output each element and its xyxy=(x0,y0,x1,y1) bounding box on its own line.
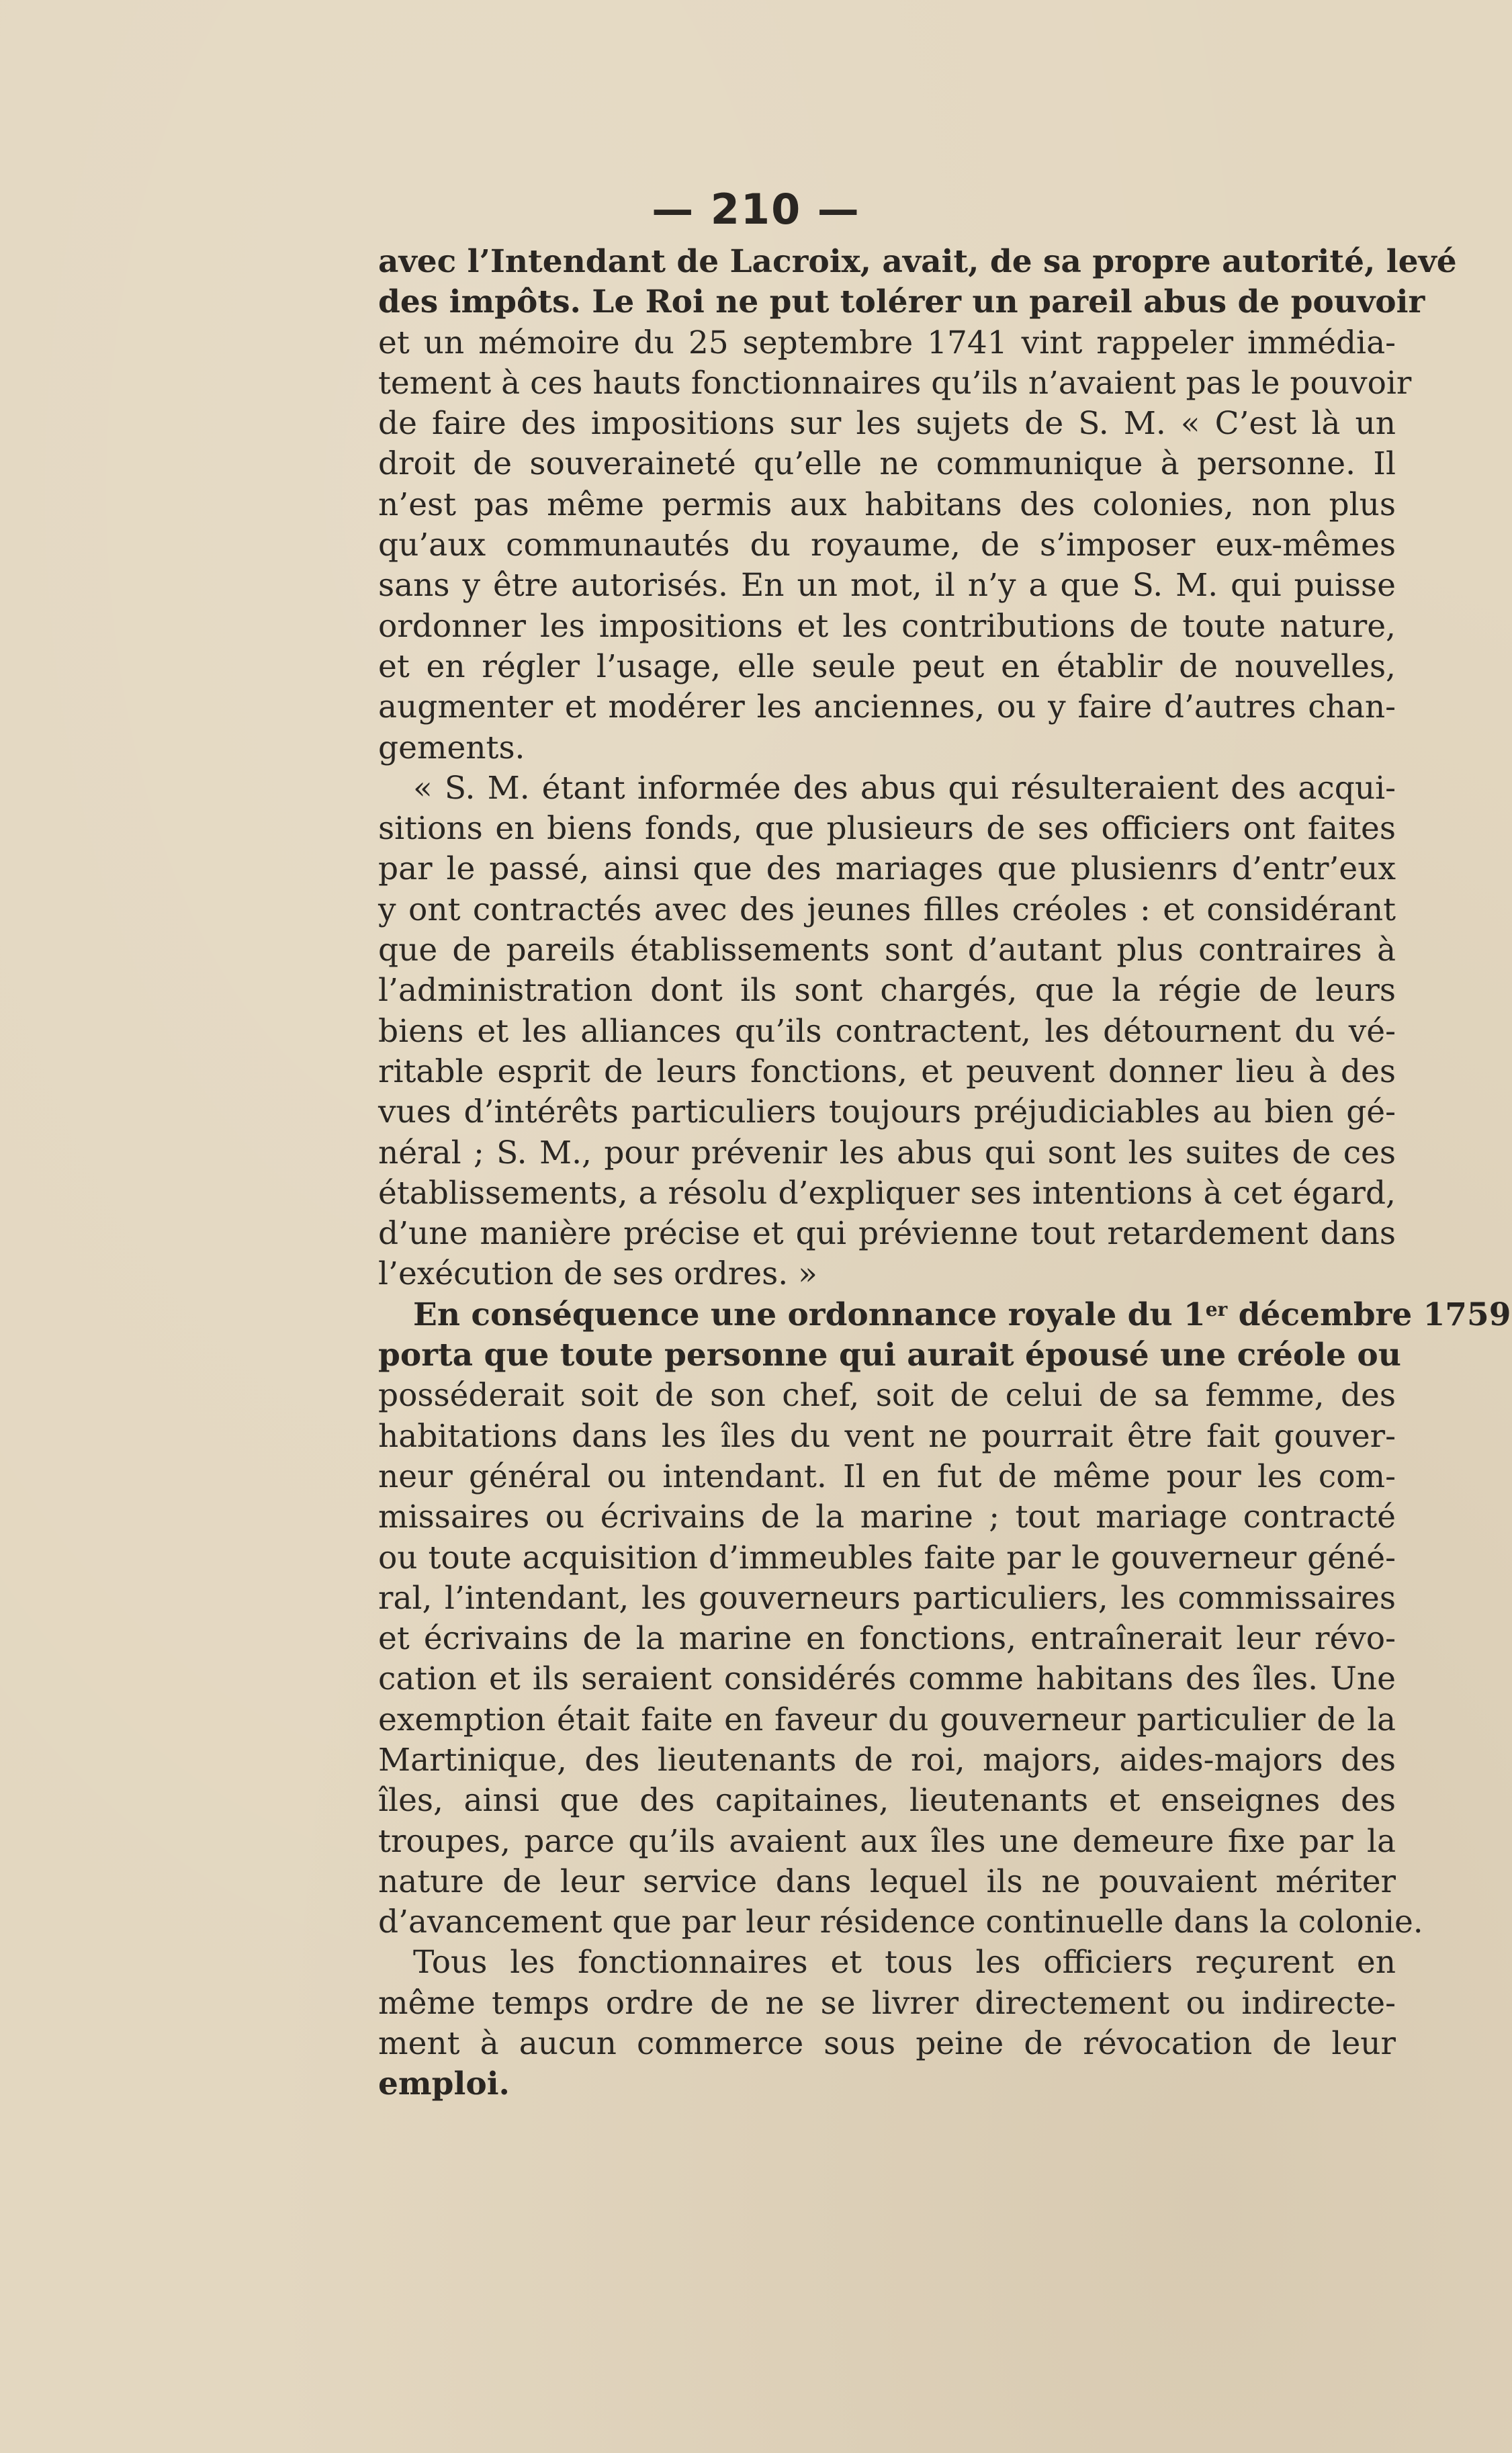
text-line: et en régler l’usage, elle seule peut en établir de nouvelles, xyxy=(378,648,1396,685)
text-line: sans y être autorisés. En un mot, il n’y a que S. M. qui puisse xyxy=(378,567,1396,605)
text-line: même temps ordre de ne se livrer directement ou indirecte- xyxy=(378,1984,1396,2022)
text-line: par le passé, ainsi que des mariages que plusienrs d’entr’eux xyxy=(378,850,1396,888)
text-line: exemption était faite en faveur du gouverneur particulier de la xyxy=(378,1701,1396,1738)
text-line: l’exécution de ses ordres. » xyxy=(378,1255,817,1293)
text-segment: décembre 1759 xyxy=(1227,1296,1511,1333)
text-line: troupes, parce qu’ils avaient aux îles une demeure fixe par la xyxy=(378,1822,1396,1860)
text-line: habitations dans les îles du vent ne pourrait être fait gouver- xyxy=(378,1417,1396,1455)
text-line: vues d’intérêts particuliers toujours préjudiciables au bien gé- xyxy=(378,1094,1396,1131)
body-text xyxy=(378,242,1511,2105)
text-line: établissements, a résolu d’expliquer ses intentions à cet égard, xyxy=(378,1174,1396,1212)
text-line: porta que toute personne qui aurait épousé une créole ou xyxy=(378,1337,1401,1374)
text-line: missaires ou écrivains de la marine ; tout mariage contracté xyxy=(378,1499,1396,1536)
text-line: neur général ou intendant. Il en fut de même pour les com- xyxy=(378,1458,1396,1495)
text-line: y ont contractés avec des jeunes filles créoles : et considérant xyxy=(378,891,1396,928)
text-line: de faire des impositions sur les sujets de S. M. « C’est là un xyxy=(378,405,1396,443)
text-line: tement à ces hauts fonctionnaires qu’ils n’avaient pas le pouvoir xyxy=(378,364,1412,402)
text-line: nature de leur service dans lequel ils ne pouvaient mériter xyxy=(378,1863,1396,1900)
text-line: gements. xyxy=(378,729,525,766)
text-line: néral ; S. M., pour prévenir les abus qui sont les suites de ces xyxy=(378,1134,1396,1171)
text-line: cation et ils seraient considérés comme habitans des îles. Une xyxy=(378,1660,1396,1698)
text-line xyxy=(378,1295,1511,1335)
text-line: ritable esprit de leurs fonctions, et peuvent donner lieu à des xyxy=(378,1053,1396,1090)
text-line: n’est pas même permis aux habitans des colonies, non plus xyxy=(378,486,1396,523)
text-line: augmenter et modérer les anciennes, ou y faire d’autres chan- xyxy=(378,688,1396,726)
text-line: qu’aux communautés du royaume, de s’imposer eux-mêmes xyxy=(378,527,1396,564)
text-line: biens et les alliances qu’ils contractent, les détournent du vé- xyxy=(378,1012,1396,1050)
text-line: Tous les fonctionnaires et tous les officiers reçurent en xyxy=(413,1944,1396,1981)
text-line: emploi. xyxy=(378,2065,510,2103)
text-line: d’une manière précise et qui prévienne tout retardement dans xyxy=(378,1215,1396,1253)
text-line: posséderait soit de son chef, soit de celui de sa femme, des xyxy=(378,1377,1396,1415)
text-line: « S. M. étant informée des abus qui résulteraient des acqui- xyxy=(413,769,1396,807)
text-line: ment à aucun commerce sous peine de révocation de leur xyxy=(378,2025,1396,2063)
text-line: sitions en biens fonds, que plusieurs de ses officiers ont faites xyxy=(378,810,1396,848)
text-line: ordonner les impositions et les contributions de toute nature, xyxy=(378,607,1396,645)
text-line: ou toute acquisition d’immeubles faite par le gouverneur géné- xyxy=(378,1539,1396,1576)
text-line: et écrivains de la marine en fonctions, entraînerait leur révo- xyxy=(378,1620,1396,1658)
text-line: et un mémoire du 25 septembre 1741 vint rappeler immédia- xyxy=(378,324,1396,361)
text-line: l’administration dont ils sont chargés, que la régie de leurs xyxy=(378,972,1396,1010)
text-line: que de pareils établissements sont d’autant plus contraires à xyxy=(378,932,1396,969)
ordinal-superscript: er xyxy=(1205,1298,1228,1321)
text-line: des impôts. Le Roi ne put tolérer un pareil abus de pouvoir xyxy=(378,283,1425,321)
text-line: droit de souveraineté qu’elle ne communique à personne. Il xyxy=(378,445,1396,483)
text-line: d’avancement que par leur résidence continuelle dans la colonie. xyxy=(378,1904,1423,1941)
text-line: Martinique, des lieutenants de roi, majors, aides-majors des xyxy=(378,1741,1396,1779)
text-line: avec l’Intendant de Lacroix, avait, de sa propre autorité, levé xyxy=(378,243,1457,280)
text-segment: En conséquence une ordonnance royale du 1 xyxy=(413,1296,1206,1333)
text-line: ral, l’intendant, les gouverneurs particuliers, les commissaires xyxy=(378,1579,1396,1617)
page-number: — 210 — xyxy=(652,185,860,234)
text-line: îles, ainsi que des capitaines, lieutenants et enseignes des xyxy=(378,1782,1396,1820)
